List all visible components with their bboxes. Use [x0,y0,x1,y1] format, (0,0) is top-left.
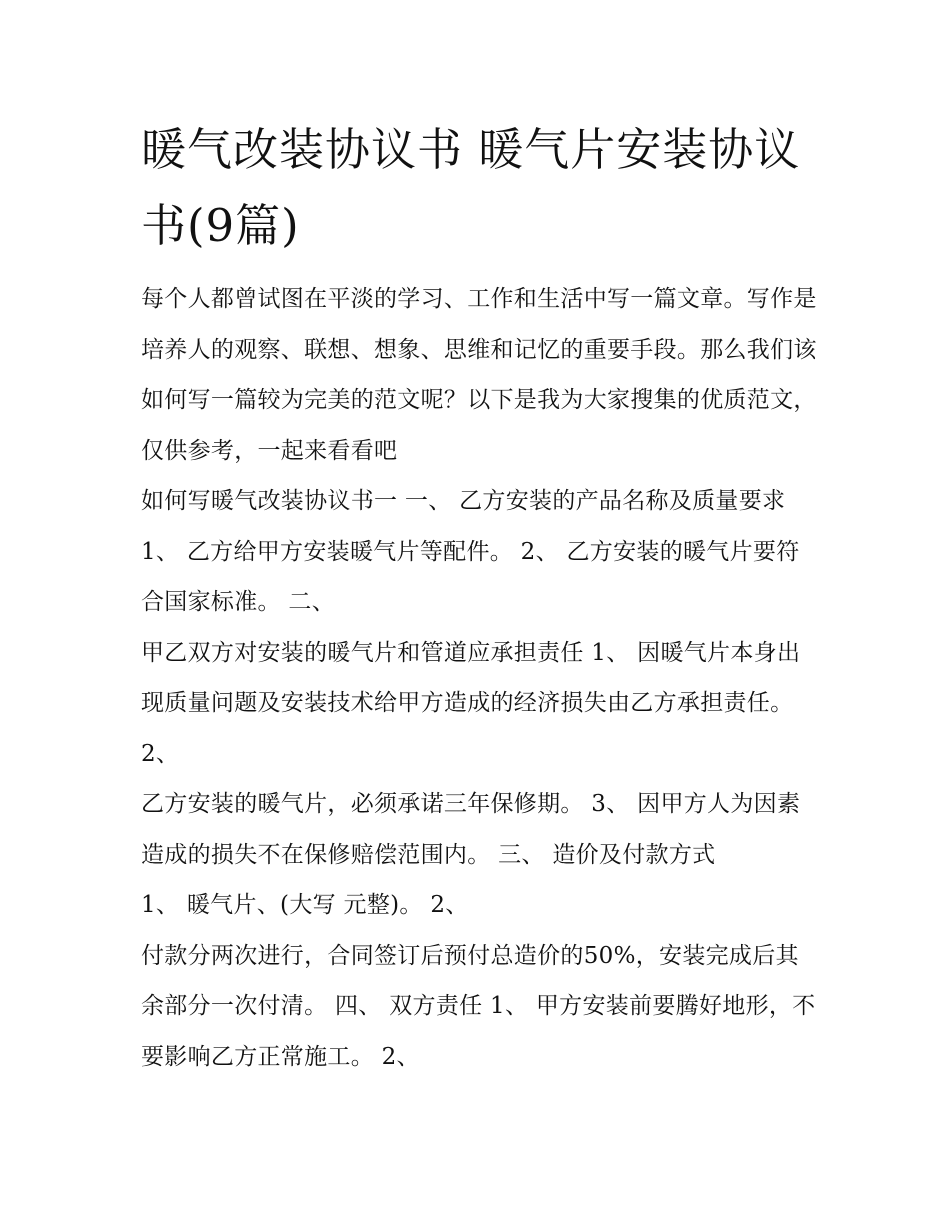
document-content [141,112,821,1082]
clause-two-paragraph: 甲乙双方对安装的暖气片和管道应承担责任 1、 因暖气片本身出现质量问题及安装技术给甲方造成的经济损失由乙方承担责任。 2、 [141,639,801,767]
clause-one-paragraph: 如何写暖气改装协议书一 一、 乙方安装的产品名称及质量要求 1、 乙方给甲方安装暖气片等配件。 2、 乙方安装的暖气片要符合国家标准。 二、 [141,488,800,615]
warranty-paragraph: 乙方安装的暖气片，必须承诺三年保修期。 3、 因甲方人为因素造成的损失不在保修赔偿范围内。 三、 造价及付款方式 [141,791,801,868]
price-paragraph: 1、 暖气片、(大写 元整)。 2、 [141,892,469,918]
document-title: 暖气改装协议书 暖气片安装协议书(9篇) [141,123,801,252]
payment-paragraph: 付款分两次进行，合同签订后预付总造价的50%，安装完成后其余部分一次付清。 四、 双方责任 1、 甲方安装前要腾好地形，不要影响乙方正常施工。 2、 [141,942,816,1070]
intro-paragraph: 每个人都曾试图在平淡的学习、工作和生活中写一篇文章。写作是培养人的观察、联想、想象、思维和记忆的重要手段。那么我们该如何写一篇较为完美的范文呢？以下是我为大家搜集的优质范文，仅供参考，一起来看看吧 [141,286,817,464]
